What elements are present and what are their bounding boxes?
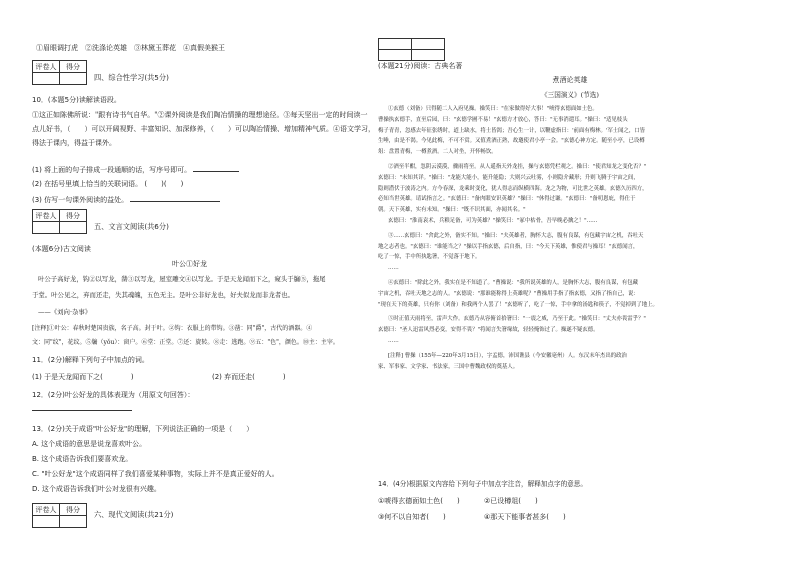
passage-note-2: 家、军事家、文学家、书法家，三国中曹魏政权的奠基人。 <box>378 363 519 370</box>
passage-line: 玄德曰："未知其详。"操曰："龙能大能小，能升能隐；大则兴云吐雾，小则隐介藏形；升则飞腾于宇宙之间， <box>378 174 639 181</box>
passage-line: ②酒至半酣，忽阴云漠漠，骤雨将至。从人遥指天外龙挂，操与玄德凭栏观之。操曰："使君知龙之变化否？" <box>388 163 647 170</box>
score-label-grader: 评卷人 <box>33 61 60 73</box>
q10-sub3-text: (3) 仿写一句课外阅读的益处。 <box>32 196 129 204</box>
q11-item-2[interactable]: (2) 弃而还走( ) <box>212 373 286 381</box>
q13-option-a[interactable]: A. 这个成语的意思是说龙喜欢叶公。 <box>32 440 147 448</box>
reading-passage <box>378 104 762 372</box>
passage-line: 隐则潜伏于波涛之内。方今春深，龙乘时变化，犹人得志而纵横四海。龙之为物，可比世之英雄。玄德久历四方， <box>378 185 648 192</box>
q12-stem: 12．(2分)叶公好龙的具体表现为（用原文句回答）： <box>32 391 195 399</box>
grader-value-cell[interactable] <box>379 50 412 61</box>
classical-text-1: 叶公子高好龙，钩②以写龙，凿③以写龙，屋室雕文④以写龙。于是天龙闻而下之，窥头于牖⑤，拖尾 <box>38 275 326 283</box>
options-line: ①眉眼调打虎 ②洗涤论英雄 ③林黛玉葬花 ④真假美猴王 <box>36 44 225 52</box>
q14-item-2[interactable]: ②已设樽俎( ) <box>484 497 538 505</box>
grader-cell[interactable] <box>33 516 60 528</box>
classical-source: ——《刘向·杂事》 <box>38 308 92 316</box>
q12-answer-line[interactable] <box>32 410 132 411</box>
q10-passage-line-3: 得法于课内，得益于课外。 <box>32 139 116 147</box>
classical-intro: (本题6分)古文阅读 <box>32 245 91 253</box>
score-label-grader: 评卷人 <box>33 210 60 222</box>
score-label-grader: 评卷人 <box>33 504 60 516</box>
passage-line: 玄德曰："圣人迅雷风烈必变，安得不畏？"将闻言失箸缘故，轻轻掩饰过了。操遂不疑玄德。 <box>378 327 599 334</box>
score-label-score: 得分 <box>60 504 87 516</box>
q10-sub1-answer-blank[interactable] <box>193 165 239 172</box>
reading-title: 煮酒论英雄 <box>552 76 588 84</box>
classical-text-2: 于堂。叶公见之，弃而还走，失其魂魄，五色无主。是叶公非好龙也，好夫似龙而非龙者也。 <box>32 291 295 299</box>
classical-note-1: [注释]①叶公：春秋时楚国贵族，名子高。封于叶。②钩：衣服上的带钩。③凿：同"爵"，古代的酒器。④ <box>32 325 313 332</box>
passage-line: 吃了一惊，手中所执匙箸，不觉落于地下。 <box>378 254 481 261</box>
section5-heading: 五、文言文阅读(共6分) <box>94 222 169 231</box>
q10-sub1 <box>32 165 239 175</box>
passage-line: 生唾，由是不渴。今见此梅，不可不赏。又值煮酒正熟，故邀使君小亭一会。"玄德心神方定。随至小亭，已设樽 <box>378 138 645 145</box>
q10-sub3 <box>32 195 220 205</box>
score-box-section4 <box>32 60 87 85</box>
q10-sub3-answer-blank[interactable] <box>130 195 220 202</box>
passage-line: 曹操执玄德手，直至后园，曰："玄德学圃不易！"玄德方才放心，答曰："无事消遣耳。"操曰："适见枝头 <box>378 116 628 123</box>
q13-stem: 13．(2分)关于成语"叶公好龙"的理解，下列说法正确的一项是（ ） <box>32 425 254 433</box>
passage-line: ④玄德曰："除此之外，我实在是不知道了。"曹操说："我所说英雄的人，是胸怀大志，腹有良谋，有包藏 <box>388 279 639 286</box>
q13-option-b[interactable]: B. 这个成语告诉我们要喜欢龙。 <box>32 455 133 463</box>
score-cell[interactable] <box>412 39 445 50</box>
score-cell[interactable] <box>60 516 87 528</box>
q11-item-1[interactable]: (1) 于是天龙闻而下之( ) <box>32 373 134 381</box>
classical-note-2: 文：同"纹"，花纹。⑤牖（yǒu）：窗户。⑥堂：正堂。⑦还：旋转。⑧走：逃跑。⑨五："色"，颜色。⑩主：主宰。 <box>32 339 339 346</box>
q14-stem: 14．(4分)根据原文内容给下列句子中加点字注音，解释加点字的意思。 <box>378 480 587 488</box>
q10-stem: 10．(本题5分)读解读语段。 <box>32 96 121 104</box>
score-value-cell[interactable] <box>412 50 445 61</box>
q10-sub2-text: (2) 在括号里填上恰当的关联词语。 <box>32 180 143 188</box>
q13-option-d[interactable]: D. 这个成语告诉我们叶公对龙很有兴趣。 <box>32 485 161 493</box>
passage-line: 宇宙之机，吞吐天地之志的人。"玄德说："那谁能称得上英雄呢？"曹操用手指了指玄德，又指了指自己，说： <box>378 290 639 297</box>
score-label-score: 得分 <box>60 210 87 222</box>
score-box-section6 <box>32 503 87 528</box>
grader-cell[interactable] <box>33 73 60 85</box>
passage-line: ⑤时正值天雨将至，雷声大作。玄德乃从容俯首拾箸曰："一震之威，乃至于此。"操笑曰："丈夫亦畏雷乎？" <box>388 316 646 323</box>
grader-cell[interactable] <box>379 39 412 50</box>
q14-item-3[interactable]: ③何不以自知者( ) <box>378 513 446 521</box>
q10-sub1-text: (1) 将上面的句子排成一段通顺的话，写序号即可。 <box>32 166 192 174</box>
q13-option-c[interactable]: C. "叶公好龙"这个成语同样了我们喜爱某种事物，实际上并不是真正爱好的人。 <box>32 470 279 478</box>
passage-ellipsis: …… <box>388 337 399 344</box>
q14-item-1[interactable]: ①唬得玄德面如土色( ) <box>378 497 460 505</box>
q14-item-4[interactable]: ④那天下能事者甚多( ) <box>484 513 566 521</box>
score-label-score: 得分 <box>60 61 87 73</box>
classical-title: 叶公①好龙 <box>172 260 207 268</box>
passage-note-1: [注释] 曹操（155年—220年3月15日），字孟德，沛国谯县（今安徽亳州）人。东汉末年杰出的政治 <box>388 352 627 359</box>
q10-passage-line-1: ①这正如陈佛所说："跟有诗书气自华。"②课外阅读是我们陶冶情操的理想途径。③每天坚出一定的时间读一 <box>32 111 368 119</box>
score-box-top-right <box>378 38 445 61</box>
passage-line: 玄德曰："淮南袁术，兵粮足备，可为英雄？"操笑曰："冢中枯骨，吾早晚必擒之！"…… <box>388 217 598 224</box>
reading-subtitle: 《三国演义》(节选) <box>541 91 599 99</box>
passage-line: 必知当世英雄。请试指言之。"玄德曰："备肉眼安识英雄？"操曰："休得过谦。"玄德曰："备叨恩庇，得仕于 <box>378 196 636 203</box>
q10-sub2 <box>32 180 183 189</box>
score-box-section5 <box>32 209 87 234</box>
passage-line: ③……玄德曰："舍此之外，备实不知。"操曰："夫英雄者，胸怀大志，腹有良谋，有包藏宇宙之机，吞吐天 <box>388 232 644 239</box>
section4-heading: 四、综合性学习(共5分) <box>94 73 169 82</box>
score-cell[interactable] <box>60 222 87 234</box>
passage-line: "现在天下的英雄，只有你（刘备）和我两个人罢了！"玄德听了，吃了一惊，手中拿的汤匙和筷子，不觉掉到了地上。 <box>378 301 658 308</box>
passage-line: 地之志者也。"玄德曰："谁能当之？"操以手指玄德，后自指，曰："今天下英雄，惟使君与操耳！"玄德闻言， <box>378 243 639 250</box>
passage-line: ①玄德（刘备）只得随二人入府见操。操笑曰："在家做得好大事！"唬得玄德面如土色。 <box>388 106 598 112</box>
score-cell[interactable] <box>60 73 87 85</box>
q11-stem: 11．(2分)解释下列句子中加点的词。 <box>32 356 149 364</box>
passage-line: 俎：盘置青梅，一樽煮酒。二人对坐，开怀畅饮。 <box>378 149 497 156</box>
q10-passage-line-2: 点儿好书，（ ）可以开阔视野、丰富知识、加深修养，（ ）可以陶冶情操、增加精神气质。④语文学习， <box>32 125 375 133</box>
grader-cell[interactable] <box>33 222 60 234</box>
passage-line: 梅子青青，忽感去年征张绣时，道上缺水，将士皆渴；吾心生一计，以鞭虚指曰：'前面有梅林。'军士闻之，口皆 <box>378 127 646 134</box>
passage-ellipsis: …… <box>388 265 399 272</box>
section6-heading: 六、现代文阅读(共21分) <box>94 510 174 519</box>
passage-line: 朝。天下英雄，实有未知。"操曰："既不识其面，亦闻其名。" <box>378 207 526 214</box>
reading-intro: (本题21分)阅读：古典名著 <box>378 62 463 70</box>
q10-sub2-answer-blank[interactable]: ( )( ) <box>144 180 184 188</box>
